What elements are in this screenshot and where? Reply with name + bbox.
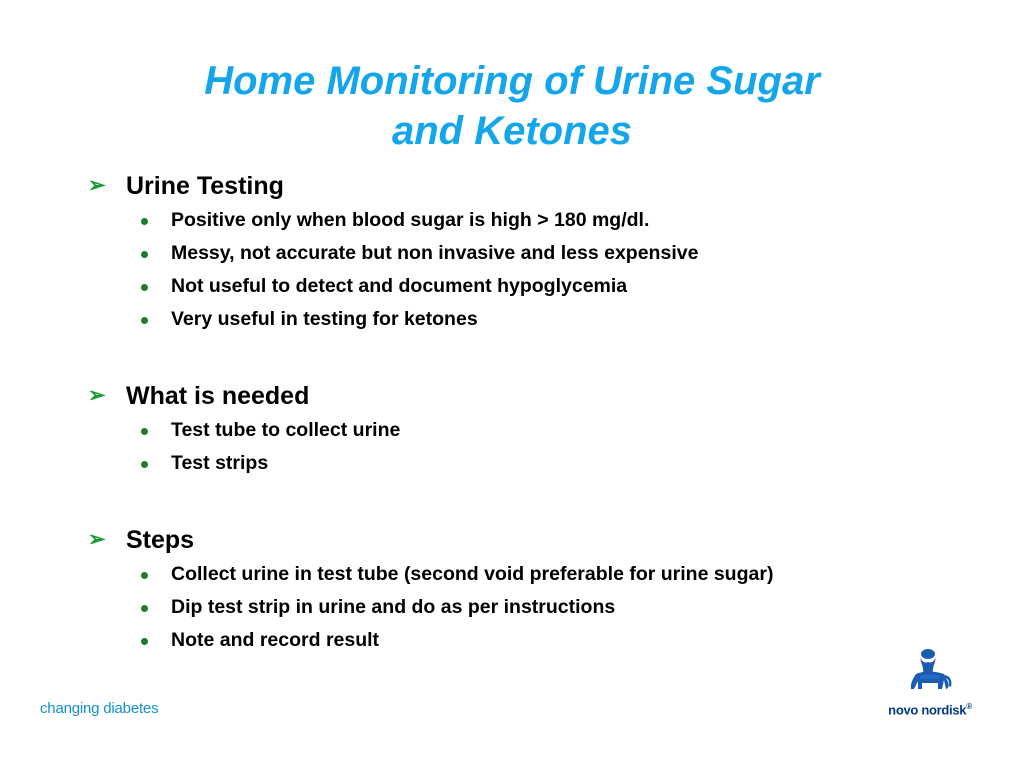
section-heading (88, 168, 968, 204)
section-heading-text: Urine Testing (126, 172, 284, 200)
dot-bullet-icon (141, 638, 148, 645)
dot-bullet-icon (141, 251, 148, 258)
arrow-bullet-icon: ➢ (88, 174, 106, 197)
slide-title-line-2: and Ketones (391, 109, 633, 153)
list-item (88, 414, 968, 447)
list-item-text: Collect urine in test tube (second void preferable for urine sugar) (171, 563, 774, 585)
list-item-text: Not useful to detect and document hypoglycemia (171, 275, 628, 297)
brand-name (880, 702, 980, 717)
dot-bullet-icon (141, 605, 148, 612)
footer-tagline: changing diabetes (40, 700, 159, 717)
dot-bullet-icon (141, 428, 148, 435)
list-item (88, 303, 968, 336)
section-heading-text: What is needed (126, 382, 310, 410)
section-heading (88, 522, 968, 558)
bullet-list (88, 414, 968, 480)
list-item (88, 558, 968, 591)
list-item (88, 624, 968, 657)
slide-title-line-1: Home Monitoring of Urine Sugar (204, 59, 820, 103)
bullet-list (88, 204, 968, 336)
list-item (88, 204, 968, 237)
list-item-text: Dip test strip in urine and do as per instructions (171, 596, 616, 618)
slide-content (88, 168, 968, 657)
bull-logo-icon (898, 648, 962, 702)
section-steps (88, 522, 968, 657)
list-item-text: Positive only when blood sugar is high > 180 mg/dl. (171, 209, 650, 231)
list-item (88, 237, 968, 270)
slide-title (0, 56, 1024, 156)
list-item (88, 447, 968, 480)
list-item-text: Test tube to collect urine (171, 419, 401, 441)
dot-bullet-icon (141, 461, 148, 468)
section-urine-testing (88, 168, 968, 336)
section-heading (88, 378, 968, 414)
arrow-bullet-icon: ➢ (88, 528, 106, 551)
bullet-list (88, 558, 968, 657)
list-item-text: Test strips (171, 452, 269, 474)
dot-bullet-icon (141, 218, 148, 225)
section-what-is-needed (88, 378, 968, 480)
arrow-bullet-icon: ➢ (88, 384, 106, 407)
list-item-text: Messy, not accurate but non invasive and less expensive (171, 242, 699, 264)
list-item (88, 591, 968, 624)
section-heading-text: Steps (126, 526, 195, 554)
dot-bullet-icon (141, 317, 148, 324)
registered-mark: ® (966, 702, 972, 711)
list-item-text: Note and record result (171, 629, 380, 651)
list-item-text: Very useful in testing for ketones (171, 308, 478, 330)
dot-bullet-icon (141, 284, 148, 291)
brand-name-text: novo nordisk (888, 702, 967, 718)
brand-logo (880, 648, 980, 724)
dot-bullet-icon (141, 572, 148, 579)
list-item (88, 270, 968, 303)
